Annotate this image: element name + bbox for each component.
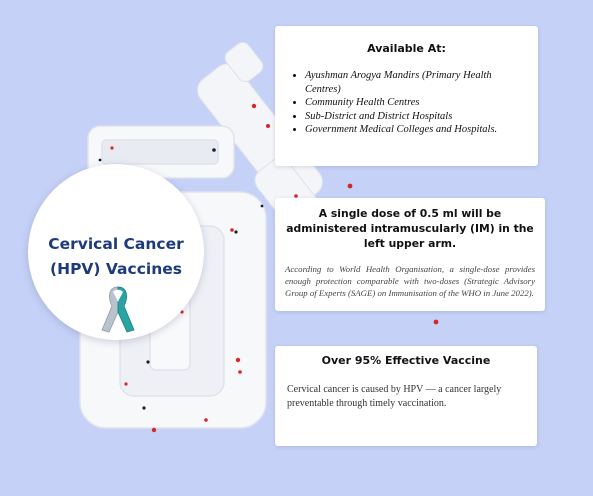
list-item: • Government Medical Colleges and Hospitals. xyxy=(305,123,522,137)
awareness-ribbon-icon xyxy=(98,284,138,334)
list-item: • Community Health Centres xyxy=(305,96,522,110)
dose-card xyxy=(275,198,545,311)
list-item: • Sub-District and District Hospitals xyxy=(305,110,522,124)
available-at-card xyxy=(275,26,538,166)
effectiveness-card xyxy=(275,346,537,446)
available-at-title: Available At: xyxy=(367,42,446,55)
who-note: According to World Health Organisation, a single-dose provides enough protection comparable with two-doses (Strategic Advisory Group of Experts (SAGE) on Immunisation of the WHO in June 2022). xyxy=(285,264,535,298)
badge-title xyxy=(28,232,204,282)
list-item: • Ayushman Arogya Mandirs (Primary Health Centres) xyxy=(305,69,522,96)
effectiveness-body: Cervical cancer is caused by HPV — a cancer largely preventable through timely vaccination. xyxy=(287,384,502,409)
vaccine-title-badge xyxy=(28,164,204,340)
badge-title-line1: Cervical Cancer xyxy=(48,235,184,253)
availability-list xyxy=(291,69,522,137)
dose-heading: A single dose of 0.5 ml will be administered intramuscularly (IM) in the left upper arm. xyxy=(286,207,534,250)
badge-title-line2: (HPV) Vaccines xyxy=(50,260,182,278)
effectiveness-title: Over 95% Effective Vaccine xyxy=(321,354,491,367)
